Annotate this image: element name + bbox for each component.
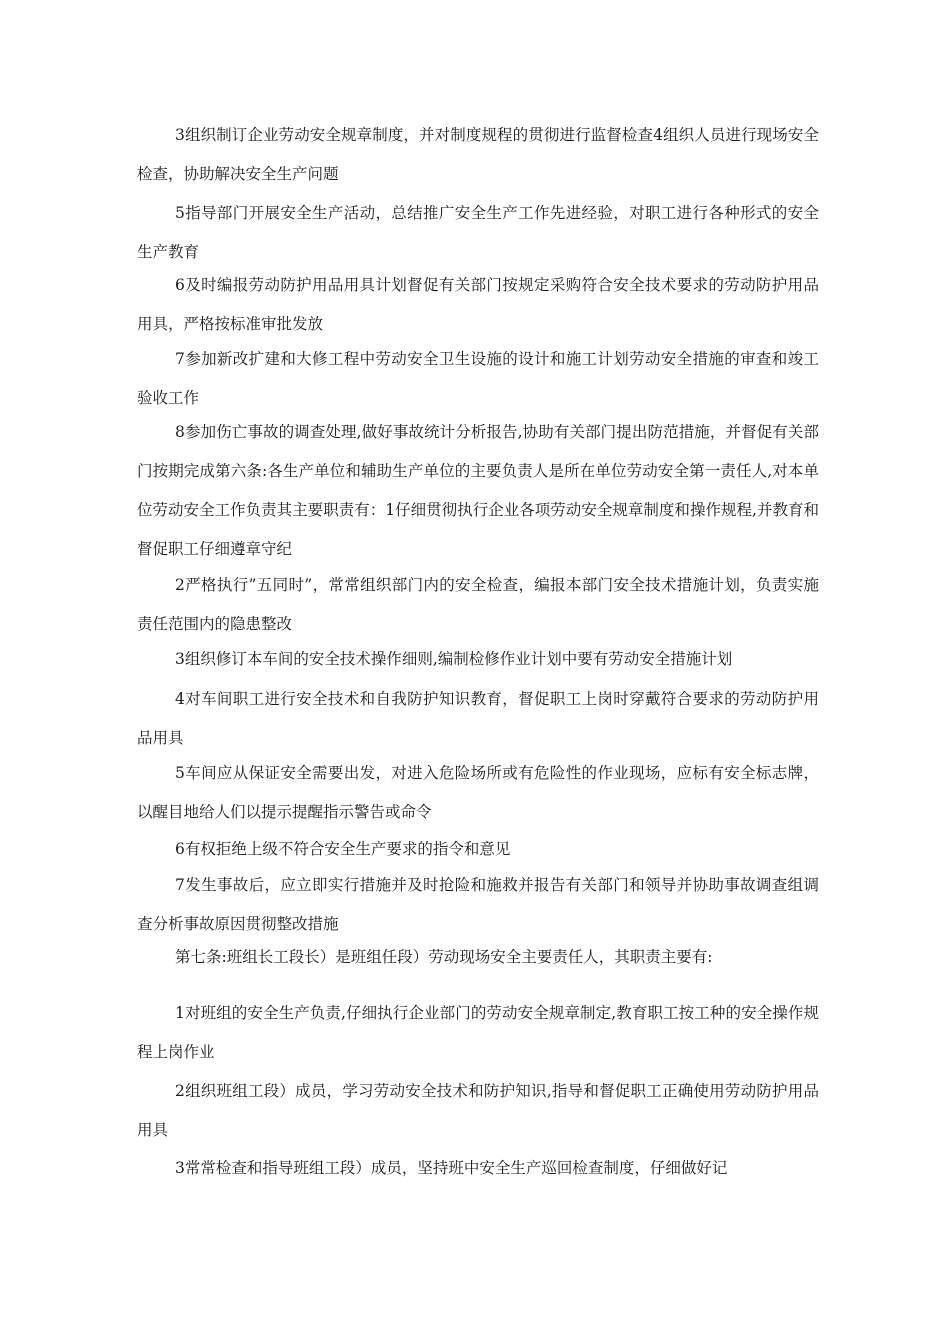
paragraph-team-duty-1: 1对班组的安全生产负责,仔细执行企业部门的劳动安全规章制定,教育职工按工种的安全操作规程上岗作业 xyxy=(137,1004,819,1061)
paragraph-unit-duty-2: 2严格执行”五同时”，常常组织部门内的安全检查，编报本部门安全技术措施计划，负责实施责任范围内的隐患整改 xyxy=(137,576,819,633)
paragraph-unit-duty-7: 7发生事故后，应立即实行措施并及时抢险和施救并报告有关部门和领导并协助事故调查组调查分析事故原因贯彻整改措施 xyxy=(137,876,819,933)
paragraph-duty-7: 7参加新改扩建和大修工程中劳动安全卫生设施的设计和施工计划劳动安全措施的审查和竣工验收工作 xyxy=(137,350,819,407)
paragraph-duty-6: 6及时编报劳动防护用品用具计划督促有关部门按规定采购符合安全技术要求的劳动防护用品用具，严格按标准审批发放 xyxy=(137,276,819,333)
paragraph-unit-duty-5: 5车间应从保证安全需要出发，对进入危险场所或有危险性的作业现场，应标有安全标志牌，以醒目地给人们以提示提醒指示警告或命令 xyxy=(137,764,819,821)
paragraph-article-7: 第七条:班组长工段长）是班组任段）劳动现场安全主要责任人，其职责主要有: xyxy=(175,948,713,966)
paragraph-unit-duty-3: 3组织修订本车间的安全技术操作细则,编制检修作业计划中要有劳动安全措施计划 xyxy=(175,650,733,668)
paragraph-unit-duty-4: 4对车间职工进行安全技术和自我防护知识教育，督促职工上岗时穿戴符合要求的劳动防护用品用具 xyxy=(137,690,819,747)
paragraph-team-duty-2: 2组织班组工段）成员，学习劳动安全技术和防护知识,指导和督促职工正确使用劳动防护用品用具 xyxy=(137,1082,819,1139)
paragraph-duty-3: 3组织制订企业劳动安全规章制度，并对制度规程的贯彻进行监督检查4组织人员进行现场安全检查，协助解决安全生产问题 xyxy=(137,126,819,183)
paragraph-duty-8-article-6: 8参加伤亡事故的调查处理,做好事故统计分析报告,协助有关部门提出防范措施，并督促有关部门按期完成第六条:各生产单位和辅助生产单位的主要负责人是所在单位劳动安全第一责任人,对本单位劳动安全工作负责其主要职责有：1仔细贯彻执行企业各项劳动安全规章制度和操作规程,并教育和督促职工仔细遵章守纪 xyxy=(137,423,819,558)
paragraph-team-duty-3: 3常常检查和指导班组工段）成员，坚持班中安全生产巡回检查制度，仔细做好记 xyxy=(175,1159,728,1177)
paragraph-duty-5: 5指导部门开展安全生产活动，总结推广安全生产工作先进经验，对职工进行各种形式的安全生产教育 xyxy=(137,204,819,261)
paragraph-unit-duty-6: 6有权拒绝上级不符合安全生产要求的指令和意见 xyxy=(175,840,511,858)
